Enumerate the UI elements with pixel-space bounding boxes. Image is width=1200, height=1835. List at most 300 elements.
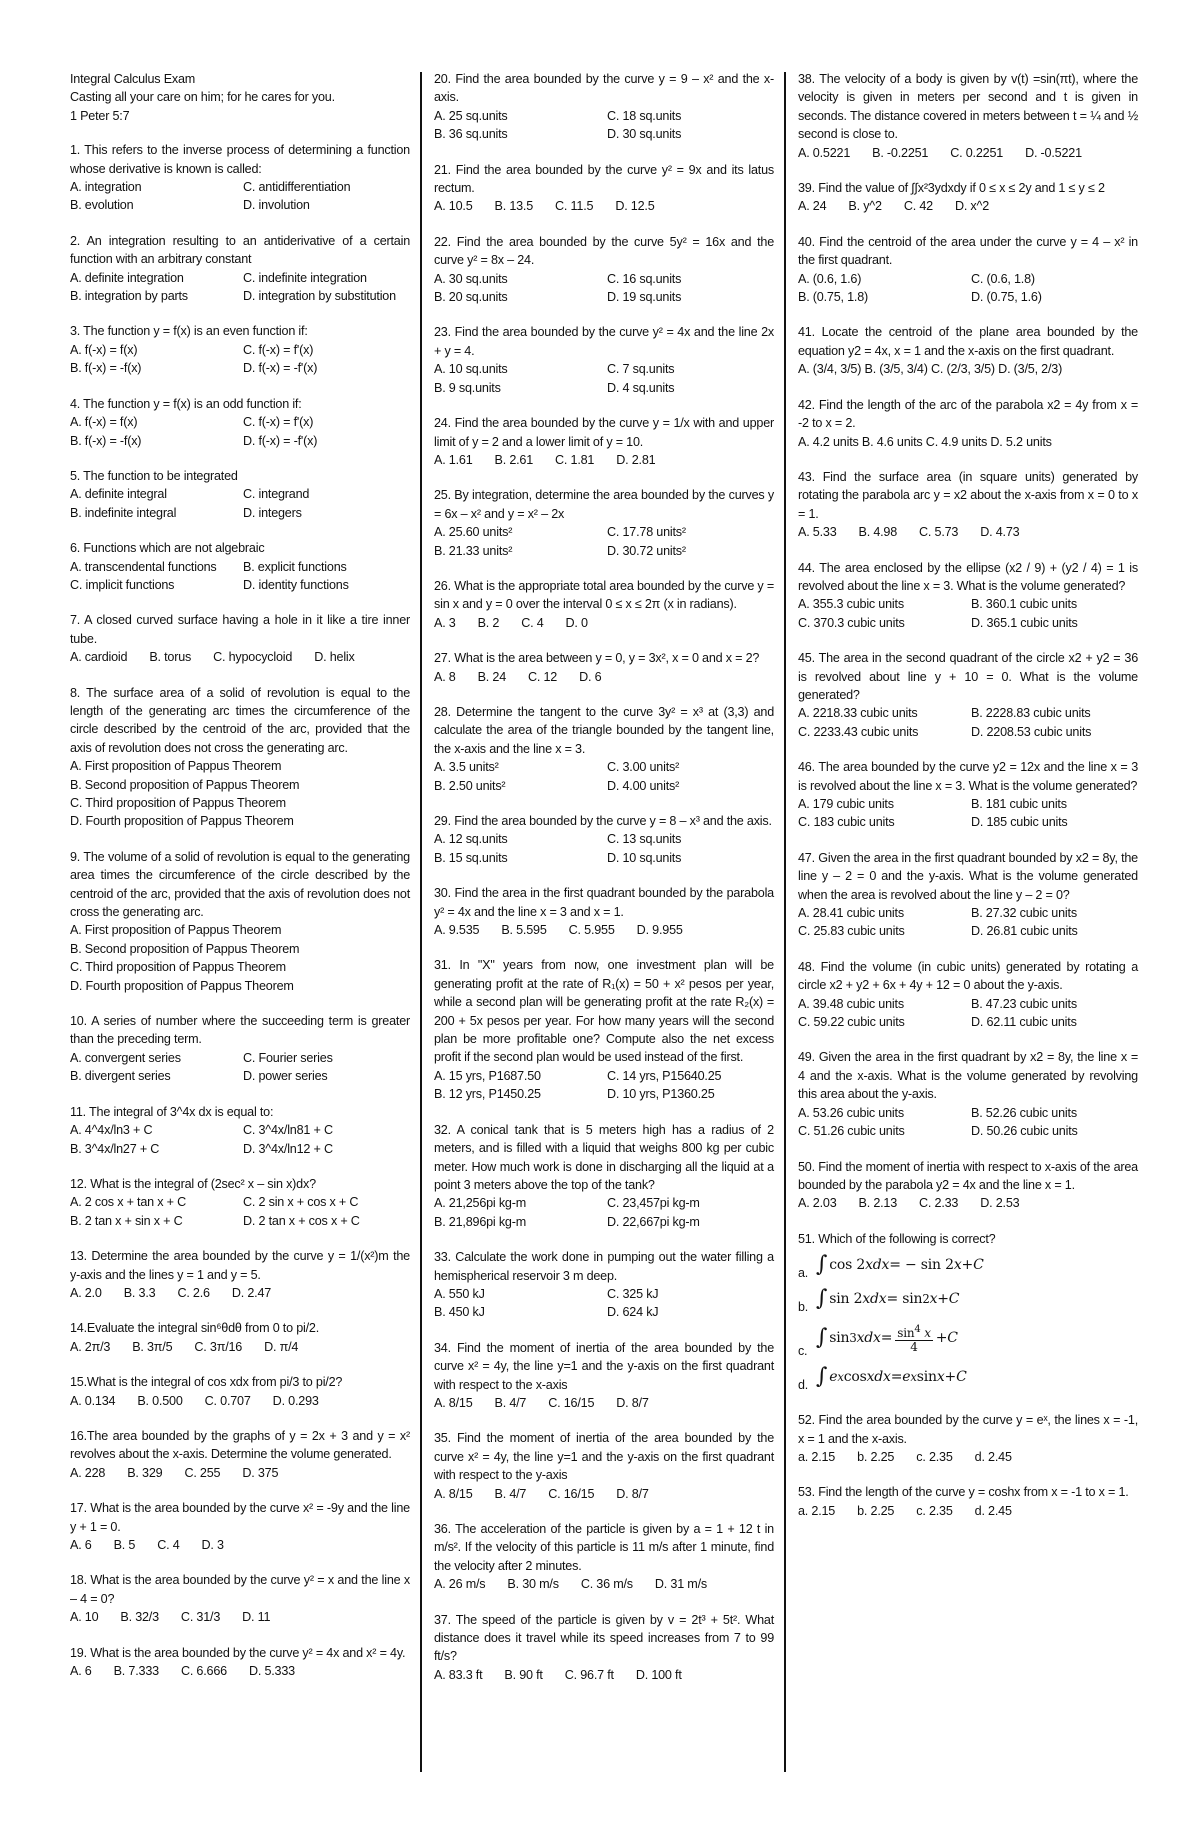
answer-option: C. 12 (528, 669, 558, 684)
answer-option: D. integers (243, 505, 302, 520)
answer-option: B. 2.13 (858, 1196, 898, 1211)
answer-option: D. helix (314, 650, 355, 665)
answer-options (434, 1067, 774, 1104)
answer-option: B. y^2 (848, 199, 882, 214)
answer-option: D. x^2 (954, 199, 990, 214)
answer-option: B. 2.50 units² (434, 778, 506, 793)
column-2 (434, 70, 774, 1701)
question (434, 577, 774, 632)
answer-option: B. f(-x) = -f(x) (70, 361, 142, 376)
answer-option: D. 3^4x/ln12 + C (243, 1141, 333, 1156)
question (434, 649, 774, 686)
answer-option: A. 2218.33 cubic units (798, 706, 918, 721)
answer-option: B. 2.61 (494, 452, 534, 467)
option-b-formula: ∫ sin 2 xdx = sin 2 x + C (816, 1285, 960, 1311)
question-text: 53. Find the length of the curve y = coshx from x = -1 to x = 1. (798, 1485, 1129, 1500)
answer-option: C. 59.22 cubic units (798, 1015, 905, 1030)
answer-option: B. explicit functions (243, 559, 347, 574)
question (434, 1520, 774, 1594)
question (798, 758, 1138, 832)
question (798, 323, 1138, 378)
answer-option: B. indefinite integral (70, 505, 177, 520)
answer-option: A. First proposition of Pappus Theorem (70, 759, 282, 774)
answer-option: C. 0.707 (204, 1393, 251, 1408)
question-text: 16.The area bounded by the graphs of y = 2x + 3 and y = x² revolves about the x-axis. Determine the volume generated. (70, 1428, 410, 1462)
answer-option: A. (3/4, 3/5) B. (3/5, 3/4) C. (2/3, 3/5) D. (3/5, 2/3) (798, 362, 1063, 377)
answer-option: B. 52.26 cubic units (971, 1105, 1077, 1120)
answer-option: D. 624 kJ (607, 1305, 659, 1320)
answer-options (798, 433, 1138, 451)
answer-option: D. 11 (242, 1610, 271, 1625)
answer-option: D. 185 cubic units (971, 815, 1068, 830)
answer-option: A. integration (70, 180, 142, 195)
answer-option: D. 365.1 cubic units (971, 615, 1078, 630)
answer-options (70, 1464, 410, 1482)
answer-option: C. 16/15 (548, 1395, 595, 1410)
answer-options (70, 558, 410, 595)
answer-options (70, 269, 410, 306)
answer-option: C. 23,457pi kg-m (607, 1196, 700, 1211)
answer-options (434, 921, 774, 939)
question (70, 1373, 410, 1410)
answer-options (434, 1194, 774, 1231)
question-text: 31. In "X" years from now, one investment plan will be generating profit at the rate of R₁(x) = 50 + x² pesos per year, while a second plan will be generating profit at the rate R₂(x) = 200 + 5x pesos per year. For how many years will the second plan be more profitable one? Compute also the net excess profit if the second plan would be used instead of the first. (434, 958, 774, 1065)
answer-option: B. 20 sq.units (434, 290, 508, 305)
option-label: c. (798, 1343, 808, 1358)
option-b (798, 1282, 1138, 1316)
answer-option: D. 3 (201, 1538, 224, 1552)
question-text: 45. The area in the second quadrant of the circle x2 + y2 = 36 is revolved about line y + 10 = 0. What is the volume generated? (798, 651, 1138, 702)
answer-option: D. 4 sq.units (607, 380, 675, 395)
answer-option: B. 3^4x/ln27 + C (70, 1141, 160, 1156)
question (798, 1158, 1138, 1213)
answer-option: A. 28.41 cubic units (798, 906, 904, 921)
question (434, 1339, 774, 1413)
answer-option: A. 355.3 cubic units (798, 597, 904, 612)
answer-option: C. 96.7 ft (564, 1667, 614, 1682)
answer-options (70, 648, 410, 666)
answer-options (798, 995, 1138, 1032)
answer-option: D. 6 (579, 669, 602, 684)
question-text: 19. What is the area bounded by the curve y² = 4x and x² = 4y. (70, 1645, 406, 1660)
option-d (798, 1360, 1138, 1394)
answer-option: a. 2.15 (798, 1503, 836, 1518)
answer-option: A. cardioid (70, 650, 128, 665)
answer-option: B. 5.595 (501, 923, 547, 938)
answer-options (798, 360, 1138, 378)
answer-option: B. 90 ft (504, 1667, 543, 1682)
answer-option: C. 6.666 (180, 1664, 227, 1679)
question (798, 649, 1138, 741)
answer-option: D. 31 m/s (654, 1577, 707, 1592)
answer-option: D. identity functions (243, 577, 349, 592)
bible-verse: Casting all your care on him; for he cares for you. (70, 90, 335, 105)
option-d-formula: ∫ e x cos xdx = e x sin x + C (816, 1363, 967, 1389)
answer-option: b. 2.25 (857, 1503, 895, 1518)
question (70, 539, 410, 594)
question (798, 396, 1138, 451)
answer-option: D. 26.81 cubic units (971, 924, 1078, 939)
answer-option: C. 4 (521, 615, 544, 630)
answer-options (70, 1536, 410, 1554)
answer-option: B. 3π/5 (132, 1339, 173, 1354)
answer-options (70, 1193, 410, 1230)
answer-option: B. -0.2251 (872, 145, 929, 160)
answer-option: A. 3 (434, 615, 456, 630)
answer-option: C. 2.33 (919, 1196, 959, 1211)
answer-options (434, 1285, 774, 1322)
option-c-formula: ∫ sin 3 xdx = $\frac{\sin^4 x}{4}$ + C (816, 1323, 958, 1354)
question-text: 3. The function y = f(x) is an even function if: (70, 324, 308, 339)
answer-option: C. 18 sq.units (607, 108, 682, 123)
answer-options (434, 830, 774, 867)
answer-option: D. (0.75, 1.6) (971, 290, 1042, 305)
answer-option: D. power series (243, 1069, 328, 1084)
answer-options (70, 1049, 410, 1086)
answer-option: D. 8/7 (616, 1486, 649, 1501)
answer-option: C. 2.6 (177, 1285, 210, 1300)
answer-option: b. 2.25 (857, 1449, 895, 1464)
answer-option: B. 329 (127, 1465, 163, 1480)
answer-option: C. 3^4x/ln81 + C (243, 1123, 333, 1138)
answer-option: A. 83.3 ft (434, 1667, 483, 1682)
answer-option: A. 2π/3 (70, 1339, 111, 1354)
answer-options (434, 758, 774, 795)
answer-option: a. 2.15 (798, 1449, 836, 1464)
answer-option: D. 9.955 (636, 923, 683, 938)
answer-option: D. 5.333 (248, 1664, 295, 1679)
answer-option: A. 10.5 (434, 199, 473, 214)
question (798, 559, 1138, 633)
answer-option: A. 25.60 units² (434, 525, 513, 540)
answer-option: A. 2 cos x + tan x + C (70, 1195, 186, 1210)
answer-option: C. 1.81 (555, 452, 595, 467)
question-text: 11. The integral of 3^4x dx is equal to: (70, 1104, 274, 1119)
answer-option: C. 183 cubic units (798, 815, 895, 830)
answer-option: D. 0 (565, 615, 588, 630)
answer-options (70, 485, 410, 522)
answer-option: A. f(-x) = f(x) (70, 415, 138, 430)
exam-header (70, 70, 410, 125)
option-a-formula: ∫ cos 2 xdx = − sin 2 x + C (816, 1251, 984, 1277)
question (798, 468, 1138, 542)
answer-option: D. 4.00 units² (607, 778, 680, 793)
question-text: 14.Evaluate the integral sin⁶θdθ from 0 to pi/2. (70, 1321, 320, 1336)
answer-options (70, 1662, 410, 1680)
question-text: 44. The area enclosed by the ellipse (x2 / 9) + (y2 / 4) = 1 is revolved about the line x = 3. What is the volume generated? (798, 560, 1138, 593)
answer-option: B. f(-x) = -f(x) (70, 433, 142, 448)
question (434, 1611, 774, 1685)
question-text: 40. Find the centroid of the area under the curve y = 4 – x² in the first quadrant. (798, 234, 1138, 268)
question-text: 41. Locate the centroid of the plane area bounded by the equation y2 = 4x, x = 1 and the x-axis on the first quadrant. (798, 325, 1138, 358)
answer-option: C. f(-x) = f'(x) (243, 415, 314, 430)
answer-option: C. 14 yrs, P15640.25 (607, 1068, 722, 1083)
answer-option: A. 550 kJ (434, 1286, 485, 1301)
answer-option: B. evolution (70, 198, 134, 213)
question-text: 34. Find the moment of inertia of the area bounded by the curve x² = 4y, the line y=1 and the y-axis on the first quadrant with respect to the x-axis (434, 1340, 774, 1392)
question (70, 322, 410, 377)
question (434, 1248, 774, 1322)
answer-option: D. f(-x) = -f'(x) (243, 433, 318, 448)
question-text: 29. Find the area bounded by the curve y = 8 – x³ and the axis. (434, 814, 772, 828)
answer-option: D. 100 ft (635, 1667, 682, 1682)
answer-option: D. 2.81 (616, 452, 656, 467)
question (434, 414, 774, 469)
question (70, 1644, 410, 1681)
answer-option: C. 325 kJ (607, 1286, 659, 1301)
answer-option: D. 4.73 (980, 525, 1020, 540)
question-text: 43. Find the surface area (in square units) generated by rotating the parabola arc y = x2 about the x-axis from x = 0 to x = 1. (798, 469, 1138, 521)
answer-option: A. definite integral (70, 487, 167, 502)
answer-options (434, 1485, 774, 1503)
answer-option: A. 1.61 (434, 452, 473, 467)
answer-option: A. 2.0 (70, 1285, 102, 1300)
answer-option: A. 2.03 (798, 1196, 837, 1211)
answer-option: A. 6 (70, 1664, 92, 1679)
question-text: 30. Find the area in the first quadrant bounded by the parabola y² = 4x and the line x = 3 and x = 1. (434, 886, 774, 919)
question (798, 70, 1138, 162)
question (70, 1499, 410, 1554)
question-text: 7. A closed curved surface having a hole in it like a tire inner tube. (70, 613, 410, 646)
answer-option: B. 32/3 (120, 1610, 159, 1625)
answer-options (434, 270, 774, 307)
answer-option: B. 4/7 (494, 1395, 527, 1410)
question (70, 1319, 410, 1356)
answer-option: A. 8/15 (434, 1395, 473, 1410)
answer-option: A. 24 (798, 199, 827, 214)
answer-options (70, 921, 410, 995)
answer-option: D. integration by substitution (243, 289, 396, 304)
answer-option: C. 3.00 units² (607, 760, 680, 775)
answer-option: B. 30 m/s (507, 1577, 559, 1592)
answer-option: A. 39.48 cubic units (798, 996, 904, 1011)
answer-option: A. f(-x) = f(x) (70, 342, 138, 357)
answer-option: B. 2 (477, 615, 500, 630)
answer-option: C. 2 sin x + cos x + C (243, 1195, 359, 1210)
verse-reference: 1 Peter 5:7 (70, 108, 130, 123)
answer-options (70, 413, 410, 450)
answer-option: C. 51.26 cubic units (798, 1124, 905, 1139)
answer-option: A. 30 sq.units (434, 271, 508, 286)
answer-option: C. 370.3 cubic units (798, 615, 905, 630)
question (70, 1247, 410, 1302)
answer-options (434, 197, 774, 215)
answer-option: C. 36 m/s (580, 1577, 633, 1592)
answer-option: C. (0.6, 1.8) (971, 271, 1035, 286)
answer-option: C. antidifferentiation (243, 180, 351, 195)
question-text: 49. Given the area in the first quadrant by x2 = 8y, the line x = 4 and the x-axis. What is the volume generated by revolving this area about the y-axis. (798, 1050, 1138, 1102)
question (798, 1411, 1138, 1466)
answer-options (70, 757, 410, 831)
question (70, 1571, 410, 1626)
question-text: 33. Calculate the work done in pumping out the water filling a hemispherical reservoir 3 m deep. (434, 1250, 774, 1283)
answer-options (798, 795, 1138, 832)
question (434, 703, 774, 795)
answer-option: D. 8/7 (616, 1395, 649, 1410)
question-text: 23. Find the area bounded by the curve y² = 4x and the line 2x + y = 4. (434, 325, 774, 358)
answer-option: A. 4^4x/ln3 + C (70, 1123, 153, 1138)
answer-option: A. 53.26 cubic units (798, 1105, 904, 1120)
answer-option: A. 21,256pi kg-m (434, 1196, 527, 1211)
question-text: 24. Find the area bounded by the curve y = 1/x with and upper limit of y = 2 and a lower limit of y = 10. (434, 416, 774, 449)
answer-option: B. 3.3 (123, 1285, 156, 1300)
question-text: 51. Which of the following is correct? (798, 1231, 996, 1246)
answer-option: A. First proposition of Pappus Theorem (70, 923, 282, 938)
column-1 (70, 70, 410, 1697)
answer-options (798, 523, 1138, 541)
answer-option: C. indefinite integration (243, 270, 367, 285)
answer-options (434, 668, 774, 686)
answer-option: A. 10 (70, 1610, 99, 1625)
answer-options (70, 1121, 410, 1158)
question-text: 36. The acceleration of the particle is given by a = 1 + 12 t in m/s². If the velocity of this particle is 11 m/s after 1 minute, find the velocity after 2 minutes. (434, 1522, 774, 1573)
answer-option: A. 228 (70, 1465, 106, 1480)
question (70, 395, 410, 450)
answer-option: C. Third proposition of Pappus Theorem (70, 960, 286, 975)
question-text: 1. This refers to the inverse process of determining a function whose derivative is known is called: (70, 143, 410, 176)
option-label: d. (798, 1377, 809, 1392)
question (434, 323, 774, 397)
answer-option: B. divergent series (70, 1069, 171, 1084)
answer-option: A. 3.5 units² (434, 760, 499, 775)
option-c (798, 1316, 1138, 1360)
answer-option: C. 11.5 (555, 199, 594, 214)
answer-option: C. 3π/16 (194, 1339, 243, 1354)
answer-option: A. 12 sq.units (434, 832, 508, 847)
question (798, 1048, 1138, 1140)
answer-option: D. Fourth proposition of Pappus Theorem (70, 978, 294, 993)
question-text: 48. Find the volume (in cubic units) generated by rotating a circle x2 + y2 + 6x + 4y + 12 = 0 about the y-axis. (798, 959, 1138, 993)
question-text: 32. A conical tank that is 5 meters high has a radius of 2 meters, and is filled with a liquid that weighs 800 kg per cubic meter. How much work is done in discharging all the liquid at a point 3 meters above the top of the tank? (434, 1122, 774, 1192)
answer-option: D. 10 sq.units (607, 850, 682, 865)
answer-options (798, 704, 1138, 741)
answer-option: B. 24 (477, 669, 507, 684)
answer-option: C. 16/15 (548, 1486, 595, 1501)
question-text: 46. The area bounded by the curve y2 = 12x and the line x = 3 is revolved about the line x = 3. What is the volume generated? (798, 760, 1138, 793)
question (70, 467, 410, 522)
answer-option: B. 7.333 (113, 1664, 159, 1679)
answer-option: B. 181 cubic units (971, 797, 1067, 811)
answer-options (798, 595, 1138, 632)
question (70, 1175, 410, 1230)
answer-option: C. Third proposition of Pappus Theorem (70, 796, 286, 810)
answer-options (434, 523, 774, 560)
answer-option: D. f(-x) = -f'(x) (243, 361, 318, 376)
answer-option: C. 13 sq.units (607, 832, 682, 847)
question-text: 27. What is the area between y = 0, y = 3x², x = 0 and x = 2? (434, 651, 760, 666)
answer-option: D. 375 (242, 1465, 279, 1480)
answer-options (70, 1608, 410, 1626)
question (798, 849, 1138, 941)
answer-option: C. hypocycloid (213, 650, 293, 665)
question (798, 1483, 1138, 1520)
answer-options (798, 1502, 1138, 1520)
answer-options (434, 1575, 774, 1593)
answer-option: D. 12.5 (615, 199, 655, 214)
answer-option: D. 2208.53 cubic units (971, 724, 1092, 739)
answer-option: B. 450 kJ (434, 1305, 485, 1320)
answer-option: A. 8/15 (434, 1486, 473, 1501)
answer-option: C. 0.2251 (950, 145, 1004, 160)
question-text: 47. Given the area in the first quadrant bounded by x2 = 8y, the line y – 2 = 0 and the y-axis. What is the volume generated when the area is revolved about the line y – 2 = 0? (798, 850, 1138, 902)
answer-option: D. 22,667pi kg-m (607, 1214, 700, 1229)
answer-option: B. 5 (113, 1538, 136, 1552)
question-text: 20. Find the area bounded by the curve y = 9 – x² and the x-axis. (434, 72, 774, 105)
answer-option: C. 17.78 units² (607, 525, 686, 540)
answer-option: B. Second proposition of Pappus Theorem (70, 941, 300, 956)
question-text: 35. Find the moment of inertia of the area bounded by the curve x² = 4y, the line y=1 and the y-axis on the first quadrant with respect to the y-axis (434, 1431, 774, 1483)
answer-option: C. 255 (184, 1465, 221, 1480)
answer-options (798, 1448, 1138, 1466)
answer-option: D. π/4 (264, 1339, 299, 1354)
answer-option: B. 12 yrs, P1450.25 (434, 1087, 541, 1102)
answer-option: B. torus (149, 650, 192, 665)
question (70, 141, 410, 215)
answer-option: B. 2228.83 cubic units (971, 706, 1091, 721)
answer-option: C. 7 sq.units (607, 362, 675, 377)
answer-option: A. 0.5221 (798, 145, 851, 160)
answer-options (798, 904, 1138, 941)
answer-options (70, 1392, 410, 1410)
question-text: 52. Find the area bounded by the curve y = eˣ, the lines x = -1, x = 1 and the x-axis. (798, 1413, 1138, 1446)
question (434, 812, 774, 867)
question-text: 37. The speed of the particle is given by v = 2t³ + 5t². What distance does it travel while its speed increases from 7 to 99 ft/s? (434, 1612, 774, 1664)
question (70, 1427, 410, 1482)
column-divider (420, 72, 422, 1772)
answer-option: B. 2 tan x + sin x + C (70, 1213, 183, 1228)
answer-option: D. 2 tan x + cos x + C (243, 1213, 360, 1228)
answer-option: D. 10 yrs, P1360.25 (607, 1087, 715, 1102)
question (798, 958, 1138, 1032)
answer-option: B. integration by parts (70, 289, 188, 304)
question (70, 1012, 410, 1086)
question (70, 611, 410, 666)
answer-option: B. 0.500 (137, 1393, 183, 1408)
answer-option: D. involution (243, 198, 310, 213)
answer-option: C. 25.83 cubic units (798, 924, 905, 939)
answer-option: A. 9.535 (434, 923, 480, 938)
answer-option: B. (0.75, 1.8) (798, 290, 869, 305)
answer-options (434, 1666, 774, 1684)
answer-option: C. 2233.43 cubic units (798, 724, 919, 739)
answer-option: A. 10 sq.units (434, 362, 508, 377)
answer-options (434, 1394, 774, 1412)
question-text: 38. The velocity of a body is given by v(t) =sin(πt), where the velocity is given in meters per second and t is given in seconds. The distance covered in meters between t = ¼ and ½ second is close to. (798, 72, 1138, 142)
answer-option: d. 2.45 (974, 1449, 1012, 1464)
column-3 (798, 70, 1138, 1537)
answer-option: A. convergent series (70, 1050, 181, 1065)
answer-option: B. Second proposition of Pappus Theorem (70, 777, 300, 792)
answer-options (434, 360, 774, 397)
question (434, 1121, 774, 1231)
answer-option: c. 2.35 (916, 1503, 953, 1518)
answer-options (434, 107, 774, 144)
question (70, 232, 410, 306)
answer-options (70, 1284, 410, 1302)
exam-title: Integral Calculus Exam (70, 72, 196, 86)
question-text: 13. Determine the area bounded by the curve y = 1/(x²)m the y-axis and the lines y = 1 and y = 5. (70, 1249, 410, 1282)
answer-option: D. -0.5221 (1025, 145, 1082, 160)
answer-option: A. 0.134 (70, 1393, 116, 1408)
answer-option: C. 5.73 (919, 525, 959, 540)
answer-options (798, 197, 1138, 215)
question-text: 8. The surface area of a solid of revolution is equal to the length of the generating arc times the circumference of the circle described by the centroid of the arc, provided that the axis of revolution does not cross the generating arc. (70, 685, 410, 755)
answer-option: C. integrand (243, 487, 310, 502)
answer-option: B. 47.23 cubic units (971, 996, 1077, 1011)
question (434, 884, 774, 939)
answer-option: D. 30.72 units² (607, 543, 686, 558)
answer-option: A. 4.2 units B. 4.6 units C. 4.9 units D. 5.2 units (798, 434, 1052, 449)
